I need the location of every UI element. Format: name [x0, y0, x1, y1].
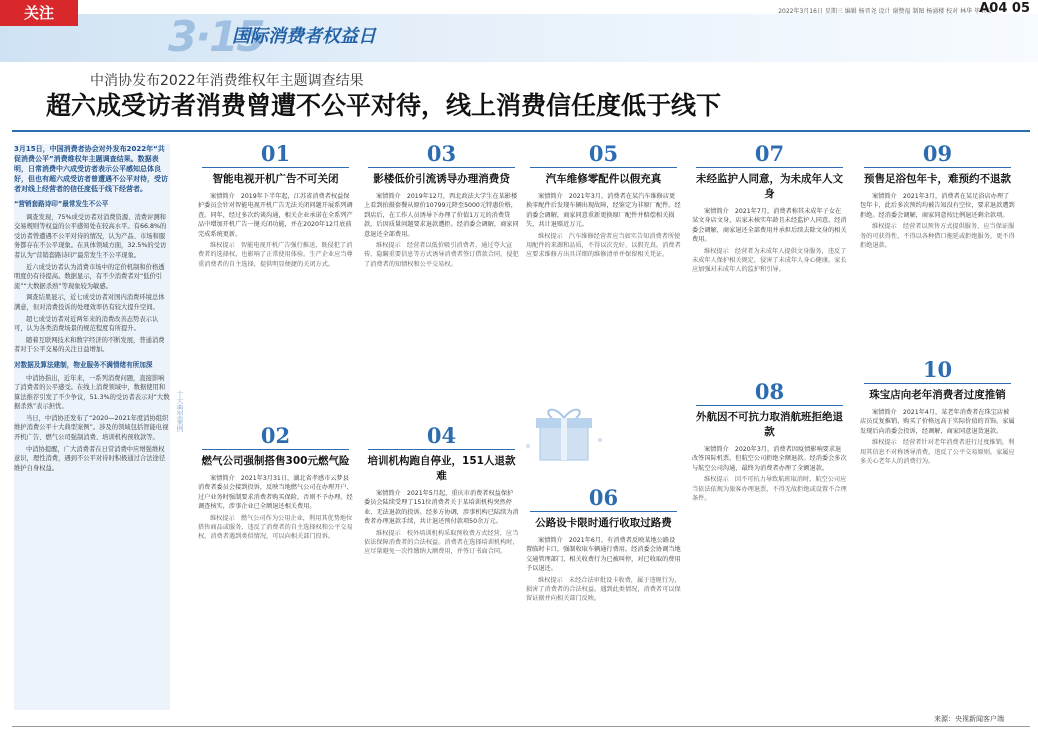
sidebar-heading: “营销套路诗印”最常发生不公平 [14, 200, 109, 208]
case-title: 珠宝店向老年消费者过度推销 [869, 389, 1006, 401]
divider [864, 383, 1011, 384]
case-card-06 [526, 486, 681, 604]
sidebar-heading: 对数据及算法建制，物业服务不满情绪有所加深 [14, 360, 153, 369]
case-description: 案情简介 2021年3月，消费者在某足浴店办理了包年卡，此后多次预约均被告知没有空位，要求退款遭到拒绝。经消委会调解，商家同意按比例退还剩余款项。 [860, 193, 1015, 219]
case-title: 外航因不可抗力取消航班拒绝退款 [696, 411, 843, 438]
case-tip: 维权提示 未经合法审批设卡收费，属于违规行为，损害了消费者的合法权益。遇到此类情况，消费者可以保留证据并向相关部门反映。 [526, 576, 681, 603]
sidebar-article [14, 144, 170, 710]
case-card-08 [692, 380, 847, 503]
divider [202, 449, 349, 450]
divider [12, 726, 1030, 727]
case-title: 培训机构跑自停业，151人退款难 [367, 455, 516, 482]
divider [202, 167, 349, 168]
sidebar-paragraph: 随着互联网技术和数字经济的不断发展，普通消费者对于公平交易的关注日益增加。 [14, 336, 165, 354]
subtitle: 中消协发布2022年消费维权年主题调查结果 [90, 73, 364, 89]
divider [696, 405, 843, 406]
case-tip: 维权提示 智能电视开机广告强行推送，既侵犯了消费者的选择权，也影响了正常使用体验。生产企业应当尊重消费者的自主选择，提供明显便捷的关闭方式。 [198, 242, 353, 268]
case-title: 公路设卡限时通行收取过路费 [535, 517, 672, 529]
case-number: 01 [260, 141, 291, 166]
case-description: 案情简介 2021年3月，消费者在某汽车维修店更换零配件后发现车辆出现故障，经鉴定为非原厂配件。经消委会调解，商家同意重新更换原厂配件并赔偿相关损失，共计退赔近万元。 [526, 193, 681, 229]
case-tip: 维权提示 校外培训机构采取预收费方式经营，应当依法保障消费者的合法权益。消费者在选择培训机构时，应尽量避免一次性缴纳大额费用，并签订书面合同。 [364, 529, 519, 556]
case-card-09 [860, 142, 1015, 250]
divider [530, 167, 677, 168]
headline: 超六成受访者消费曾遭不公平对待，线上消费信任度低于线下 [46, 91, 722, 120]
case-description: 案情简介 2021年5月起，重庆市消费者权益保护委员会陆续受理了151位消费者关于某培训机构突然停业、无法退款的投诉。经多方协调，涉事机构已陆续为消费者办理退款手续，共计退还预付款项50余万元。 [364, 490, 519, 526]
banner-315: 3·15 [168, 12, 264, 61]
case-card-04 [364, 424, 519, 557]
divider [12, 130, 1030, 132]
sidebar-lead: 3月15日，中国消费者协会对外发布2022年“共促消费公平”消费维权年主题调查结果。数据表明，日常消费中六成受访者表示公平感知总体良好，但也有超六成受访者曾遭遇不公平对待，受访者对线上经营者的信任度低于线下经营者。 [14, 145, 168, 193]
divider [696, 167, 843, 168]
case-number: 09 [922, 141, 953, 166]
case-title: 燃气公司强制搭售300元燃气险 [201, 455, 350, 467]
sidebar-paragraph: 超七成受访者对近两年来的消费改善态势表示认可，认为各类消费场景的规范程度有所提升。 [14, 315, 159, 333]
page-number: A04 05 [979, 1, 1030, 16]
case-description: 案情简介 2021年6月，有消费者反映某地公路设置临时卡口，强制收取车辆通行费用。经消委会协调当地交通管理部门，相关收费行为已被叫停，对已收取的费用予以退还。 [526, 537, 681, 573]
gift-box-illustration [520, 396, 608, 466]
case-card-01 [198, 142, 353, 269]
case-number: 03 [426, 141, 457, 166]
case-card-07 [692, 142, 847, 275]
header-meta: 2022年3月16日 星期三 编辑 杨晋尧 设计 谢赞福 制图 杨涌楼 校对 林华 毕卫安 [778, 8, 992, 15]
case-tip: 维权提示 经营者以预售方式提供服务，应当保证服务的可获得性，不得以各种借口拖延或拒绝服务，更不得拒绝退款。 [860, 223, 1015, 250]
case-tip: 维权提示 燃气公司作为公用企业，利用其优势地位搭售商品或服务，违反了消费者的自主选择权和公平交易权。消费者遇到类似情况，可以向相关部门投诉。 [198, 514, 353, 541]
case-description: 案情简介 2021年3月31日，湖北省孝感市云梦县消费者委员会接到投诉，反映当地燃气公司在办理开户、过户业务时强制要求消费者购买保险，否则不予办理。经调查核实，涉事企业已全额退还相关费用。 [198, 475, 353, 511]
case-description: 案情简介 2021年7月，消费者称其未成年子女在某文身店文身，店家未核实年龄且未经监护人同意。经消委会调解，商家退还全部费用并承担后续去除文身的相关费用。 [692, 208, 847, 244]
divider [530, 511, 677, 512]
banner-title: 国际消费者权益日 [232, 26, 376, 47]
case-description: 案情简介 2019年下半年起，江苏省消费者权益保护委员会针对智能电视开机广告无法关闭问题开展系列调查。同年，经过多次约谈沟通，相关企业承诺在全系列产品中增加开机广告一键关闭功能，并在2020年12月底前完成系统更新。 [198, 193, 353, 238]
divider [368, 449, 515, 450]
case-title: 影楼低价引流诱导办理消费贷 [373, 173, 510, 185]
case-tip: 维权提示 经营者为未成年人提供文身服务，违反了未成年人保护相关规定，侵害了未成年人身心健康。家长应加强对未成年人的监护和引导。 [692, 247, 847, 274]
sidebar-paragraph: 中消协提醒，广大消费者在日常消费中应增强维权意识，理性消费，遇到不公平对待时积极通过合法途径维护自身权益。 [14, 445, 166, 472]
sidebar-paragraph: 调查结果显示，近七成受访者对国内消费环境总体满意，但对消费投诉的处理效率仍有较大提升空间。 [14, 294, 165, 311]
case-title: 智能电视开机广告不可关闭 [212, 173, 339, 185]
case-tip: 维权提示 汽车维修经营者应当如实告知消费者所使用配件的来源和品质，不得以次充好、以假充真。消费者应要求维修方出具详细的维修清单并保留相关凭证。 [526, 232, 681, 259]
sidebar-paragraph: 调查发现，75%成受访者对消费资源、消费评测和交易规则等权益的公平感知处在较高水平。有66.8%的受访者曾遭遇不公平对待的情况，认为产品、市场和服务都存在不公平现象。在具体领域方面，32.5%的受访者认为“营销套路诗印”最常发生不公平现象。 [14, 213, 167, 259]
banner-background [0, 14, 1038, 62]
case-number: 10 [922, 357, 953, 382]
case-card-05 [526, 142, 681, 260]
divider [368, 167, 515, 168]
case-card-02 [198, 424, 353, 542]
case-card-03 [364, 142, 519, 269]
case-tip: 维权提示 经营者针对老年消费者进行过度推销，利用其信息不对称诱导消费，违反了公平交易原则。家属应多关心老年人的消费行为。 [860, 439, 1015, 466]
case-description: 案情简介 2020年3月，消费者因疫情影响要求退改签国际机票，但航空公司拒绝全额退款。经消委会多次与航空公司沟通，最终为消费者办理了全额退款。 [692, 446, 847, 472]
sidebar-paragraph: 中消协指出，近年来，一系列消费问题，直接影响了消费者的公平感受。在线上消费领域中，数据使用和算法推荐引发了不少争议，51.3%的受访者表示对“大数据杀熟”表示担忧。 [14, 374, 170, 411]
case-title: 预售足浴包年卡，难预约不退款 [864, 173, 1011, 185]
case-number: 07 [754, 141, 785, 166]
case-description: 案情简介 2021年4月，某老年消费者在珠宝店被店员反复推销，购买了价格远高于实际价值的首饰。家属发现后向消委会投诉，经调解，商家同意退货退款。 [860, 409, 1015, 435]
sidebar-paragraph: 近六成受访者认为消费市场中的定价机制和价格透明度仍有待提高。数据显示，有不少消费者对“低价引流”“大数据杀熟”等现象较为敏感。 [14, 263, 165, 290]
case-number: 04 [426, 423, 457, 448]
case-card-10 [860, 358, 1015, 466]
case-description: 案情简介 2019年12月，西北政法大学生在某影楼上看到拍摄套餐从原价10799元降至5000元特惠价格，到店后，在工作人员诱导下办理了价值1万元的消费贷款，后因质量问题要求退款遭拒。经消委会调解，商家同意退还全部费用。 [364, 193, 519, 238]
section-tag: 关注 [0, 0, 78, 26]
divider [864, 167, 1011, 168]
case-number: 08 [754, 379, 785, 404]
case-number: 06 [588, 485, 619, 510]
case-title: 汽车维修零配件以假充真 [545, 173, 662, 185]
vertical-tag: 十大典型案例 [176, 390, 184, 432]
case-title: 未经监护人同意，为未成年人文身 [696, 173, 843, 200]
sidebar-paragraph: 当日，中消协还发布了“2020—2021年度消协组织维护消费公平十大典型案例”。涉及的领域包括智能电视开机广告、燃气公司强制消费、培训机构预收款等。 [14, 414, 169, 442]
case-number: 05 [588, 141, 619, 166]
case-tip: 维权提示 因不可抗力导致航班取消时，航空公司应当依法依规为旅客办理退票，不得无故拒绝或设置不合理条件。 [692, 476, 847, 503]
case-number: 02 [260, 423, 291, 448]
source-credit: 来源：央视新闻客户端 [934, 715, 1004, 723]
case-tip: 维权提示 经营者以低价吸引消费者，通过夸大宣传、隐瞒重要信息等方式诱导消费者签订借款合同，侵犯了消费者的知情权和公平交易权。 [364, 242, 519, 268]
